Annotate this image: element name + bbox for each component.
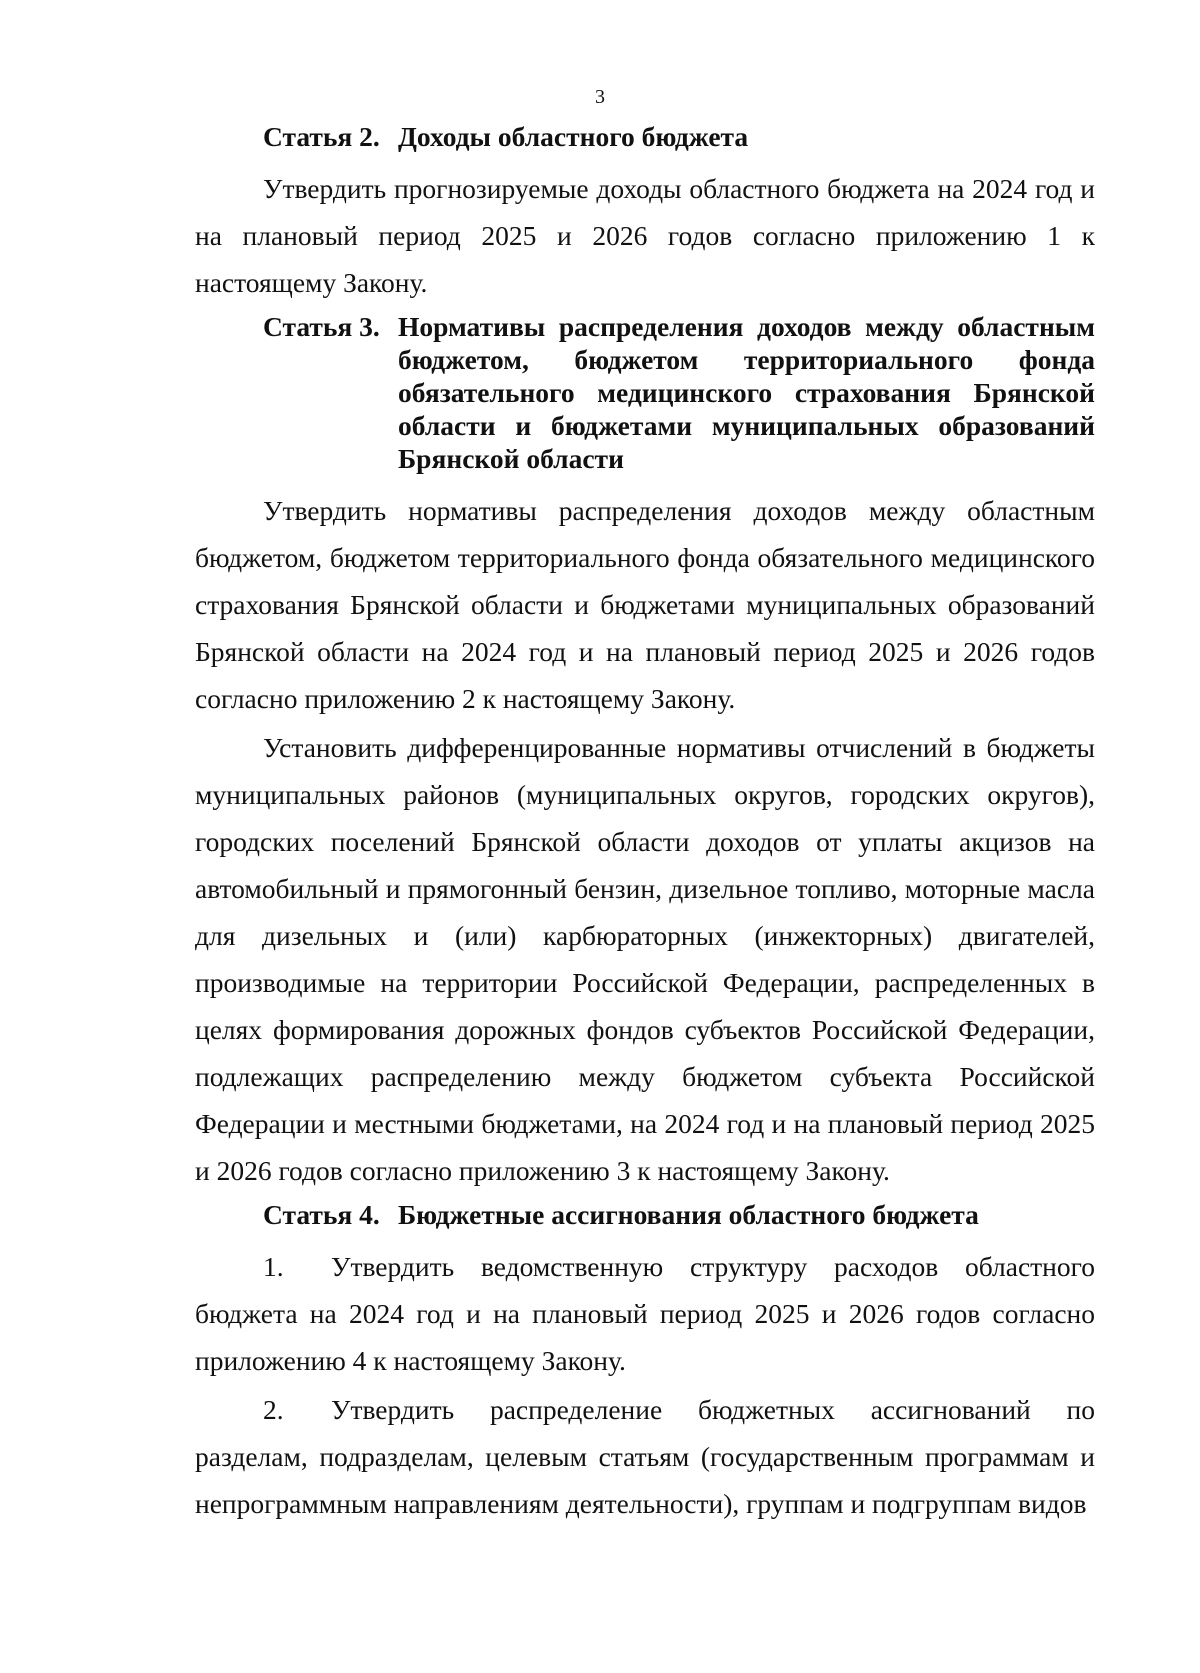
article-4-item-1-text: Утвердить ведомственную структуру расходов областного бюджета на 2024 год и на плановый период 2025 и 2026 годов согласно приложению 4 к настоящему Закону. xyxy=(195,1251,1095,1376)
article-4-item-1 xyxy=(195,1243,1095,1384)
article-2-paragraph-1: Утвердить прогнозируемые доходы областного бюджета на 2024 год и на плановый период 2025 и 2026 годов согласно приложению 1 к настоящему Закону. xyxy=(195,173,1095,298)
article-3-label: Статья 3. xyxy=(263,311,380,342)
article-4-item-1-number: 1. xyxy=(263,1251,284,1282)
page-number: 3 xyxy=(595,86,605,108)
article-4-label: Статья 4. xyxy=(263,1199,380,1230)
article-4-item-2 xyxy=(195,1386,1095,1527)
article-4-title: Бюджетные ассигнования областного бюджета xyxy=(398,1199,979,1230)
article-2-label: Статья 2. xyxy=(263,121,380,152)
article-3-paragraph-1: Утвердить нормативы распределения доходов между областным бюджетом, бюджетом территориального фонда обязательного медицинского страхования Брянской области и бюджетами муниципальных образований Брянской области на 2024 год и на плановый период 2025 и 2026 годов согласно приложению 2 к настоящему Закону. xyxy=(195,495,1095,714)
article-2-title: Доходы областного бюджета xyxy=(398,121,749,152)
article-2-heading xyxy=(195,120,1095,153)
article-3-heading xyxy=(195,310,1095,475)
article-4-heading xyxy=(195,1198,1095,1231)
article-3-paragraph-2: Установить дифференцированные нормативы отчислений в бюджеты муниципальных районов (муниципальных округов, городских округов), городских поселений Брянской области доходов от уплаты акцизов на автомобильный и прямогонный бензин, дизельное топливо, моторные масла для дизельных и (или) карбюраторных (инжекторных) двигателей, производимые на территории Российской Федерации, распределенных в целях формирования дорожных фондов субъектов Российской Федерации, подлежащих распределению между бюджетом субъекта Российской Федерации и местными бюджетами, на 2024 год и на плановый период 2025 и 2026 годов согласно приложению 3 к настоящему Закону. xyxy=(195,732,1095,1186)
article-3-title: Нормативы распределения доходов между областным бюджетом, бюджетом территориального фонда обязательного медицинского страхования Брянской области и бюджетами муниципальных образований Брянской области xyxy=(398,311,1095,474)
document-body xyxy=(195,120,1095,1529)
article-4-item-2-text: Утвердить распределение бюджетных ассигнований по разделам, подразделам, целевым статьям (государственным программам и непрограммным направлениям деятельности), группам и подгруппам видов xyxy=(195,1394,1095,1519)
article-4-item-2-number: 2. xyxy=(263,1394,284,1425)
